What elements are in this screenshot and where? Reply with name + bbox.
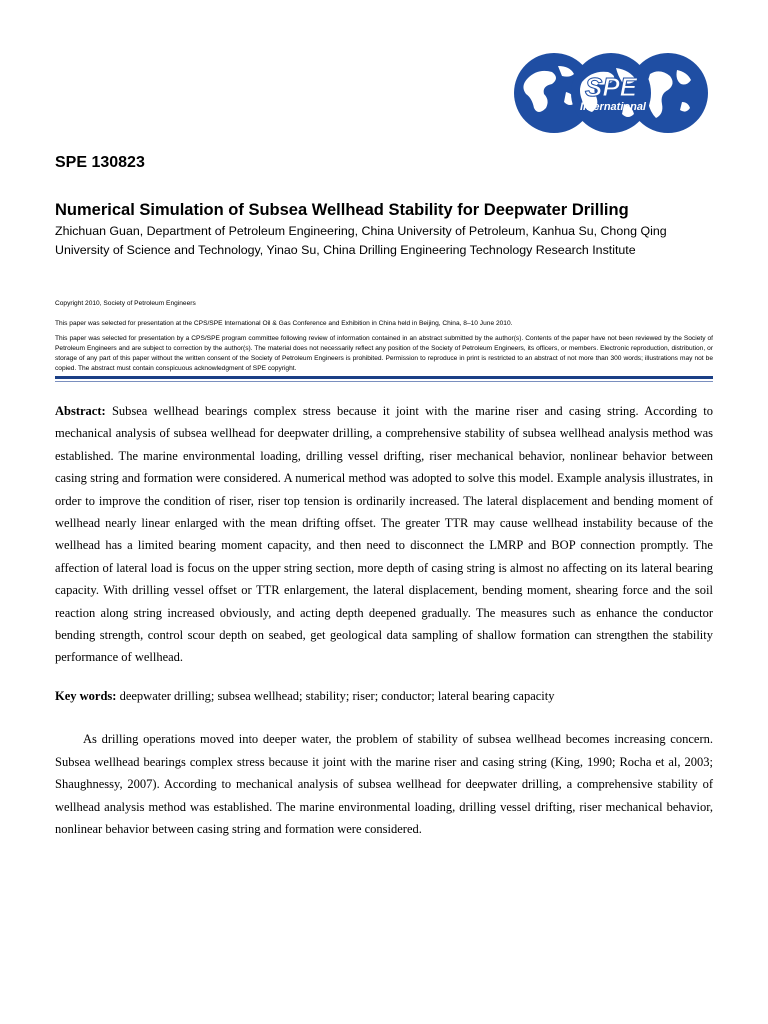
logo-text-sub: International — [579, 101, 647, 113]
keywords-label: Key words: — [55, 689, 117, 703]
paper-number: SPE 130823 — [55, 154, 145, 171]
keywords-paragraph — [55, 685, 713, 707]
conference-notice: This paper was selected for presentation at the CPS/SPE International Oil & Gas Conference and Exhibition in China held in Beijing, China, 8–10 June 2010. — [55, 320, 513, 327]
keywords-text: deepwater drilling; subsea wellhead; stability; riser; conductor; lateral bearing capacity — [116, 689, 555, 703]
header-divider-thin — [55, 381, 713, 382]
author-affiliations: Zhichuan Guan, Department of Petroleum Engineering, China University of Petroleum, Kanhua Su, Chong Qing University of Science and Technology, Yinao Su, China Drilling Engineering Technology Research Institute — [55, 224, 667, 257]
review-notice: This paper was selected for presentation by a CPS/SPE program committee following review of information contained in an abstract submitted by the author(s). Contents of the paper have not been reviewed by the Society of Petroleum Engineers and are subject to correction by the author(s). The material does not necessarily reflect any position of the Society of Petroleum Engineers, its officers, or members. Electronic reproduction, distribution, or storage of any part of this paper without the written consent of the Society of Petroleum Engineers is prohibited. Permission to reproduce in print is restricted to an abstract of not more than 300 words; illustrations may not be copied. The abstract must contain conspicuous acknowledgment of SPE copyright. — [55, 335, 713, 372]
introduction-paragraph: As drilling operations moved into deeper water, the problem of stability of subsea wellhead becomes increasing concern. Subsea wellhead bearings complex stress because it joint with the marine riser and casing string (King, 1990; Rocha et al, 2003; Shaughnessy, 2007). According to mechanical analysis of subsea wellhead for deepwater drilling, a comprehensive stability of wellhead analysis method was established. The marine environmental loading, drilling vessel drifting, riser mechanical behavior, nonlinear behavior between casing string and formation were considered. — [55, 732, 713, 837]
abstract-text: Subsea wellhead bearings complex stress because it joint with the marine riser and casing string. According to mechanical analysis of subsea wellhead for deepwater drilling, a comprehensive stability of subsea wellhead analysis method was established. The marine environmental loading, drilling vessel drifting, riser mechanical behavior, nonlinear behavior between casing string and formation were considered. A numerical method was adopted to solve this model. Example analysis illustrates, in order to improve the condition of riser, riser top tension is ordinarily increased. The lateral displacement and bending moment of wellhead nearly linear enlarged with the mean drifting offset. The greater TTR may cause wellhead instability because of the wellhead has a limited bearing moment capacity, and then need to disconnect the LMRP and BOP connection promptly. The affection of lateral load is focus on the upper string section, more depth of casing string is almost no affecting on its lateral bearing capacity. With drilling vessel offset or TTR enlargement, the lateral displacement, bending moment, shearing force and the soil reaction along string increased obviously, and acting depth deepened gradually. The measures such as enhance the conductor bending strength, control scour depth on seabed, get geological data sampling of shallow formation can strengthen the stability performance of wellhead. — [55, 404, 713, 665]
abstract-paragraph — [55, 400, 713, 669]
paper-title: Numerical Simulation of Subsea Wellhead Stability for Deepwater Drilling — [55, 201, 629, 219]
logo-text-main: SPE — [584, 72, 638, 102]
abstract-label: Abstract: — [55, 404, 106, 418]
spe-international-logo — [512, 52, 712, 134]
copyright-notice: Copyright 2010, Society of Petroleum Engineers — [55, 300, 196, 307]
header-divider — [55, 376, 713, 379]
